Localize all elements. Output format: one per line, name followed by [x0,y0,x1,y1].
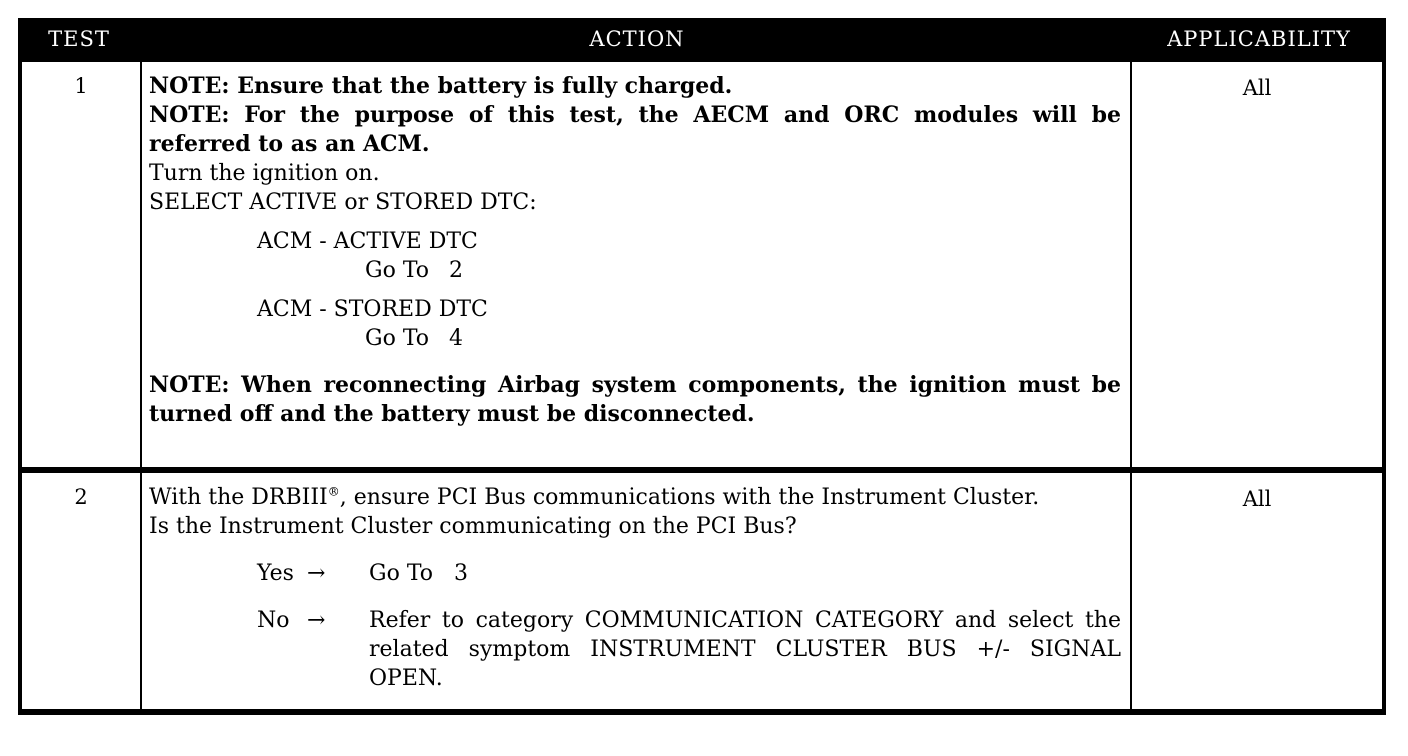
instruction-pci-pre: With the DRBIII [149,485,328,510]
row-1-action-cell [142,62,1130,467]
note-reconnecting: NOTE: When reconnecting Airbag system components, the ignition must be turned off and the battery must be disconnected. [149,372,1121,427]
header-applicability: APPLICABILITY [1167,27,1351,51]
right-arrow-icon: → [307,608,326,633]
option-active-label: ACM - ACTIVE DTC [257,229,478,254]
row-2-test-cell [22,473,140,709]
instruction-pci-check [149,483,1121,512]
registered-mark: ® [327,484,340,499]
applicability-value: All [1242,76,1272,100]
row-1-applicability-cell [1132,62,1382,467]
action-text [149,72,1121,429]
test-number: 1 [74,74,88,98]
goto-target: 2 [449,258,464,283]
choice-no-target: Refer to category COMMUNICATION CATEGORY and select the related symptom INSTRUMENT CLUSTER BUS +/- SIGNAL OPEN. [369,608,1121,691]
choice-no-label: No [257,608,290,633]
row-2-action-cell [142,473,1130,709]
instruction-ignition: Turn the ignition on. [149,161,380,186]
instruction-pci-post: , ensure PCI Bus communications with the Instrument Cluster. [339,485,1040,510]
header-action: ACTION [589,27,685,51]
applicability-value: All [1242,487,1272,511]
option-stored-label: ACM - STORED DTC [257,297,488,322]
table-header [18,18,1386,60]
row-1-test-cell [22,62,140,467]
choice-yes-label: Yes [257,561,294,586]
goto-text: Go To [365,326,430,351]
option-active-goto [149,256,1121,285]
diagnostic-table [18,18,1386,715]
test-number: 2 [74,485,88,509]
question-communicating: Is the Instrument Cluster communicating on the PCI Bus? [149,514,797,539]
action-text [149,483,1121,693]
option-stored-goto [149,324,1121,353]
goto-text: Go To [365,258,430,283]
note-battery: NOTE: Ensure that the battery is fully charged. [149,73,733,99]
right-arrow-icon: → [307,561,326,586]
choice-yes-target: Go To 3 [369,561,468,586]
note-acm: NOTE: For the purpose of this test, the AECM and ORC modules will be referred to as an ACM. [149,102,1121,157]
header-test: TEST [48,27,110,51]
instruction-select: SELECT ACTIVE or STORED DTC: [149,190,537,215]
choice-yes [149,559,1121,588]
choice-no [149,606,1121,693]
goto-target: 4 [449,326,464,351]
row-2-applicability-cell [1132,473,1382,709]
